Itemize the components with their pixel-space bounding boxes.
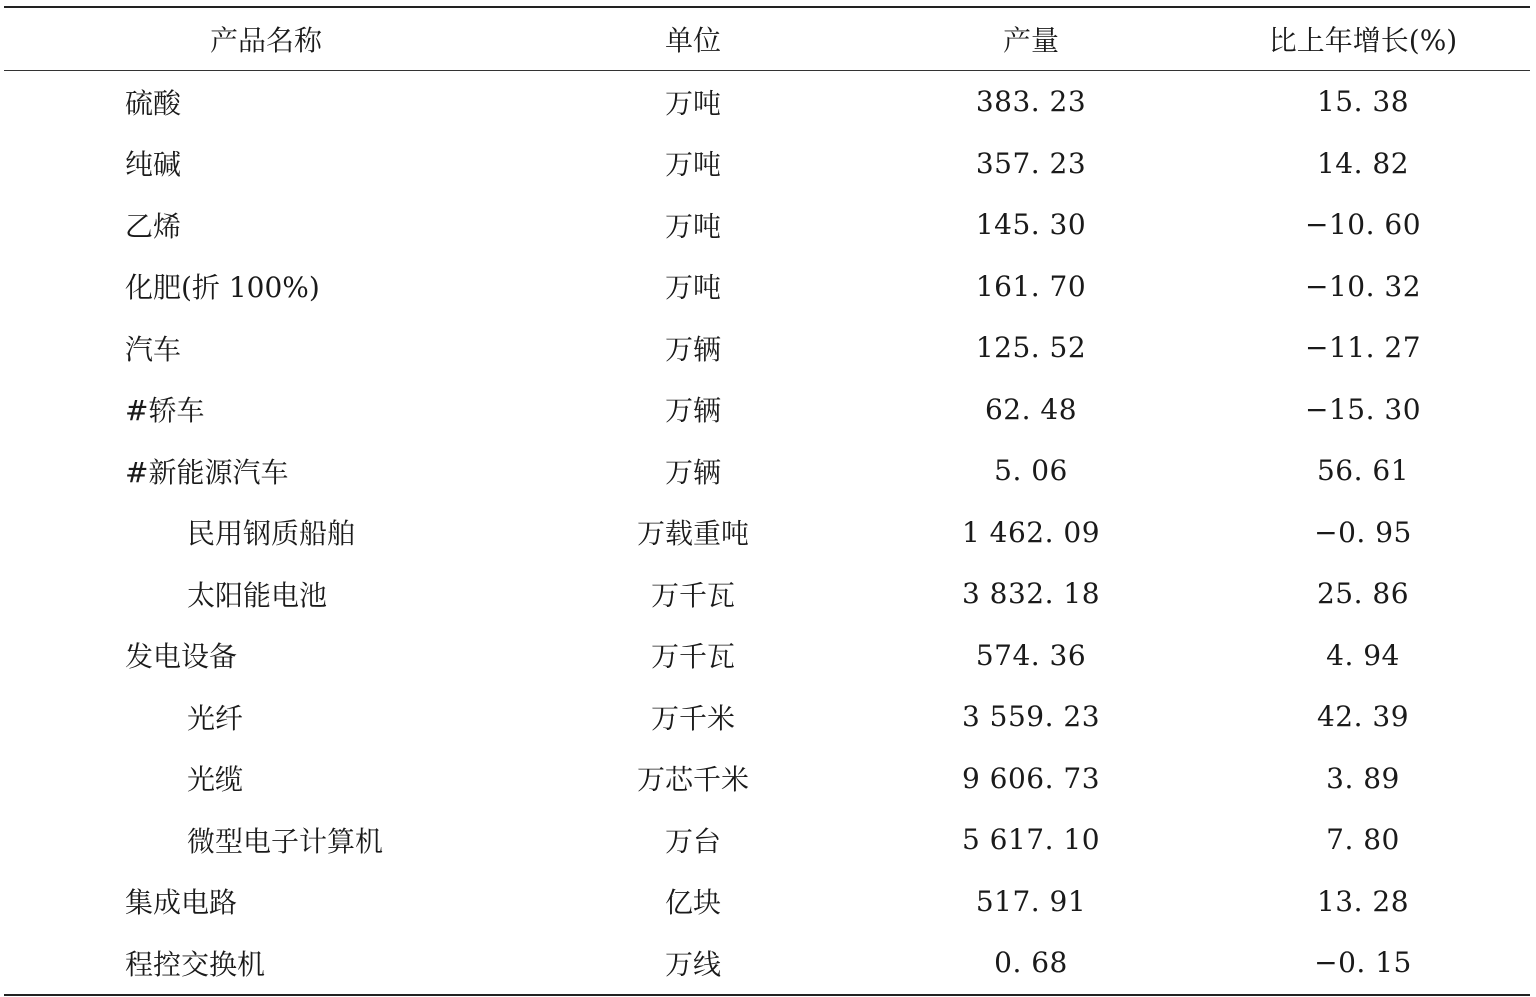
cell-output: 1 462. 09 [961, 515, 1101, 549]
header-output: 产量 [1002, 24, 1059, 57]
cell-output: 9 606. 73 [961, 761, 1101, 795]
cell-output: 5 617. 10 [961, 823, 1101, 857]
table-row [4, 502, 1530, 564]
cell-growth: −10. 60 [1304, 208, 1422, 242]
cell-unit: 万辆 [664, 455, 721, 489]
cell-product-name: 集成电路 [125, 886, 238, 920]
cell-unit: 万芯千米 [636, 763, 749, 797]
table-row [4, 133, 1530, 195]
cell-growth: 13. 28 [1316, 884, 1410, 918]
cell-growth: −10. 32 [1304, 269, 1422, 303]
cell-unit: 万辆 [664, 394, 721, 428]
header-growth: 比上年增长(%) [1268, 24, 1458, 57]
cell-product-name: 光纤 [187, 701, 244, 735]
cell-product-name: 程控交换机 [125, 947, 266, 981]
cell-growth: 25. 86 [1316, 577, 1410, 611]
cell-growth: −11. 27 [1304, 331, 1422, 365]
cell-product-name: #轿车 [125, 394, 205, 428]
cell-output: 517. 91 [975, 884, 1087, 918]
cell-output: 0. 68 [994, 946, 1068, 980]
cell-output: 357. 23 [975, 146, 1087, 180]
cell-output: 125. 52 [975, 331, 1087, 365]
cell-unit: 万线 [664, 947, 721, 981]
cell-growth: 7. 80 [1326, 823, 1400, 857]
table-row [4, 932, 1530, 994]
cell-unit: 万台 [664, 824, 721, 858]
cell-product-name: #新能源汽车 [125, 455, 289, 489]
cell-product-name: 硫酸 [125, 86, 182, 120]
table-row [4, 440, 1530, 502]
cell-unit: 万吨 [664, 271, 721, 305]
table-row [4, 194, 1530, 256]
table-row [4, 71, 1530, 133]
cell-unit: 万千瓦 [650, 578, 735, 612]
table-row [4, 256, 1530, 318]
cell-output: 62. 48 [984, 392, 1078, 426]
cell-product-name: 发电设备 [125, 640, 238, 674]
cell-unit: 万千瓦 [650, 640, 735, 674]
cell-product-name: 乙烯 [125, 209, 182, 243]
cell-product-name: 汽车 [125, 332, 182, 366]
cell-product-name: 光缆 [187, 763, 244, 797]
product-output-table [4, 6, 1530, 996]
cell-unit: 亿块 [664, 886, 721, 920]
cell-unit: 万吨 [664, 209, 721, 243]
cell-output: 383. 23 [975, 85, 1087, 119]
cell-unit: 万吨 [664, 86, 721, 120]
cell-unit: 万辆 [664, 332, 721, 366]
cell-product-name: 民用钢质船舶 [187, 517, 356, 551]
table-row [4, 563, 1530, 625]
cell-output: 145. 30 [975, 208, 1087, 242]
table-header-row [4, 8, 1530, 71]
cell-product-name: 纯碱 [125, 148, 182, 182]
cell-growth: −0. 95 [1314, 515, 1412, 549]
cell-growth: 15. 38 [1316, 85, 1410, 119]
table-row [4, 871, 1530, 933]
cell-output: 161. 70 [975, 269, 1087, 303]
table-row [4, 748, 1530, 810]
header-unit: 单位 [664, 24, 721, 57]
cell-output: 3 832. 18 [961, 577, 1101, 611]
table-row [4, 379, 1530, 441]
cell-growth: 14. 82 [1316, 146, 1410, 180]
cell-growth: 56. 61 [1316, 454, 1410, 488]
cell-growth: 42. 39 [1316, 700, 1410, 734]
table-row [4, 317, 1530, 379]
cell-product-name: 微型电子计算机 [187, 824, 384, 858]
cell-output: 3 559. 23 [961, 700, 1101, 734]
cell-unit: 万千米 [650, 701, 735, 735]
header-product-name: 产品名称 [209, 24, 322, 57]
cell-product-name: 太阳能电池 [187, 578, 328, 612]
cell-unit: 万吨 [664, 148, 721, 182]
table-body [4, 71, 1530, 994]
table-row [4, 686, 1530, 748]
cell-growth: −15. 30 [1304, 392, 1422, 426]
cell-output: 5. 06 [994, 454, 1068, 488]
table-row [4, 809, 1530, 871]
cell-product-name: 化肥(折 100%) [125, 271, 320, 305]
table-row [4, 625, 1530, 687]
cell-output: 574. 36 [975, 638, 1087, 672]
cell-growth: 4. 94 [1326, 638, 1400, 672]
cell-growth: 3. 89 [1326, 761, 1400, 795]
cell-growth: −0. 15 [1314, 946, 1412, 980]
cell-unit: 万载重吨 [636, 517, 749, 551]
